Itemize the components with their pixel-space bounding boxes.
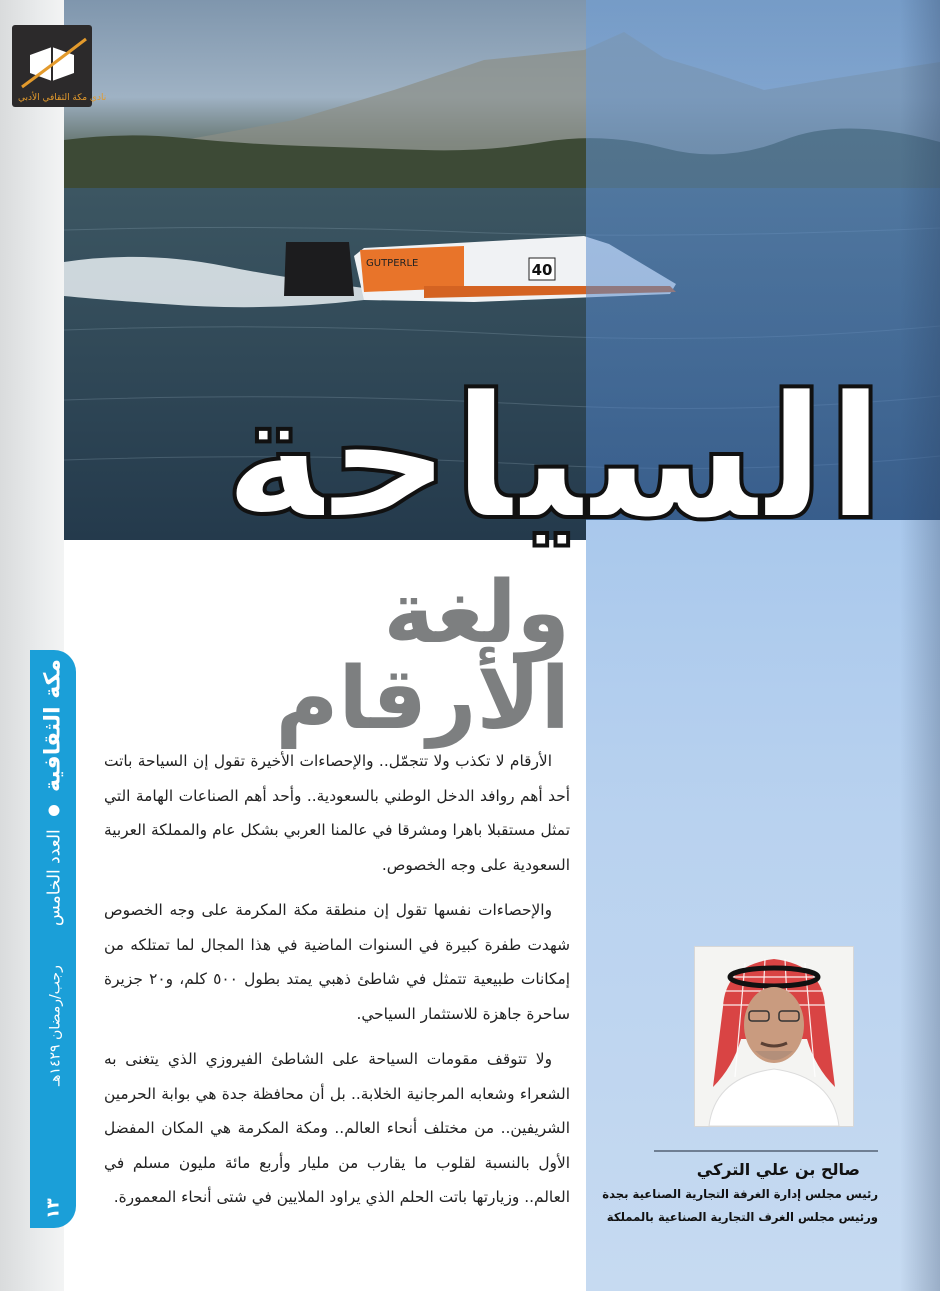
article-body (104, 744, 570, 1226)
logo-text: نادي مكة الثقافي الأدبي (18, 93, 107, 103)
boat-number: 40 (531, 261, 553, 279)
caption-divider (654, 1150, 878, 1152)
issue-date: رجب/رمضان ١٤٢٩هـ (47, 965, 64, 1086)
author-portrait (694, 946, 854, 1127)
club-logo (12, 25, 107, 107)
article-paragraph: والإحصاءات نفسها تقول إن منطقة مكة المكرمة على وجه الخصوص شهدت طفرة كبيرة في السنوات الماضية في هذا المجال لما تمتلكه من إمكانات طبيعية تتمثل في شاطئ ذهبي يمتد بطول ٥٠٠ كلم، و٢٠ جزيرة ساحرة جاهزة للاستثمار السياحي. (104, 901, 570, 1023)
article-paragraph: الأرقام لا تكذب ولا تتجمّل.. والإحصاءات الأخيرة تقول إن السياحة باتت أحد أهم روافد الدخل الوطني بالسعودية.. وأحد أهم الصناعات الهامة التي تمثل مستقبلا باهرا ومشرقا في عالمنا العربي بشكل عام والمملكة العربية السعودية على وجه الخصوص. (104, 752, 570, 874)
sub-title: ولغة الأرقام (275, 563, 570, 749)
magazine-name: مكة الثقافية (40, 659, 66, 793)
portrait-figure (695, 947, 853, 1126)
author-role: ورئيس مجلس الغرف التجارية الصناعية بالمملكة (606, 1210, 878, 1224)
author-name: صالح بن علي التركي (696, 1160, 860, 1179)
issue-number: العدد الخامس (44, 829, 65, 927)
author-role: رئيس مجلس إدارة الغرفة التجارية الصناعية بجدة (602, 1187, 878, 1201)
page-gutter-shadow (900, 0, 940, 1291)
article-paragraph: ولا تتوقف مقومات السياحة على الشاطئ الفيروزي الذي يتغنى به الشعراء وشعابه المرجانية الخلابة.. بل أن محافظة جدة هي بوابة الحرمين الشريفين.. من مختلف أنحاء العالم.. ومكة المكرمة هي المكان المفضل الأول بالنسبة لقلوب ما يقارب من مليار وأربع مائة مليون مسلم في العالم.. وزيارتها باتت الحلم الذي يراود الملايين في شتى أنحاء المعمورة. (104, 1050, 570, 1206)
bullet-dot-icon (49, 805, 60, 816)
main-title: السياحة (223, 357, 885, 558)
issue-side-tab (30, 650, 76, 1228)
boat-sponsor: GUTPERLE (366, 258, 419, 269)
page-number: ١٣ (43, 1198, 63, 1219)
